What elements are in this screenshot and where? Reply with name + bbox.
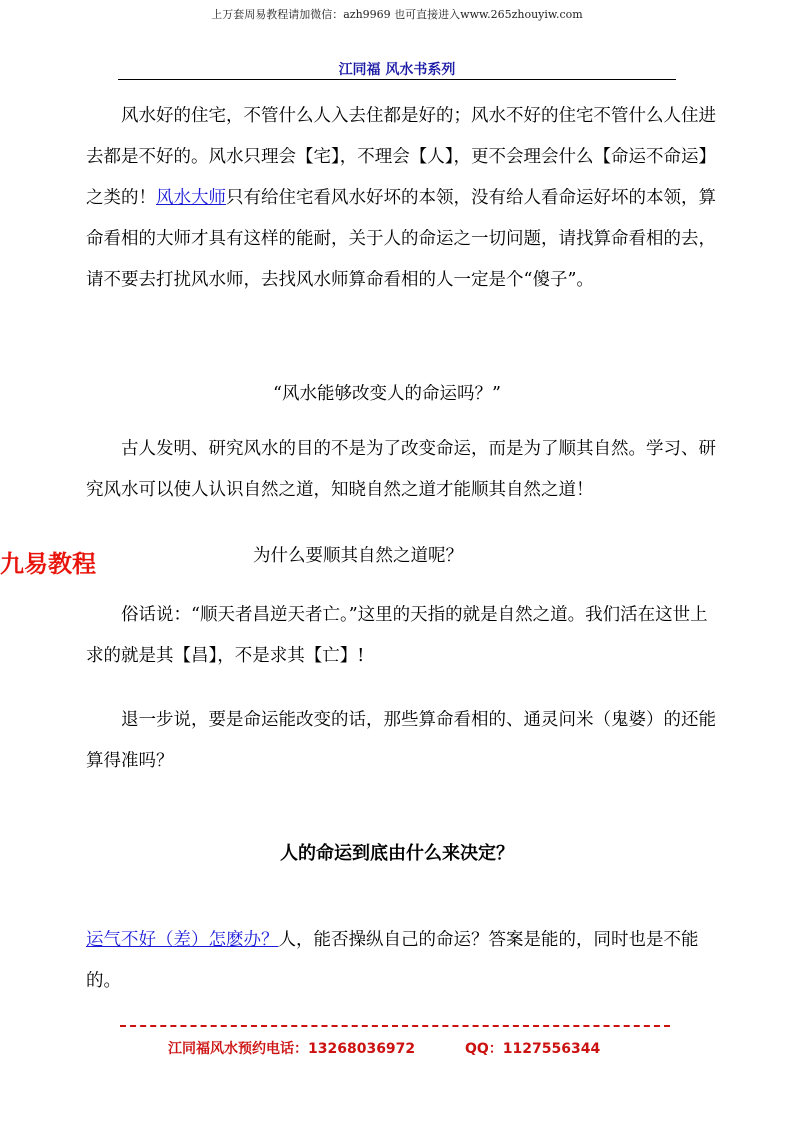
paragraph-3: 俗话说：“顺天者昌逆天者亡。”这里的天指的就是自然之道。我们活在这世上求的就是其【昌】，不是求其【亡】!: [86, 605, 708, 666]
footer-phone: 江同福风水预约电话：13268036972: [168, 1041, 416, 1057]
footer-qq: QQ：1127556344: [465, 1041, 601, 1057]
header-title: 江同福 风水书系列: [338, 62, 456, 78]
paragraph-5-text: 人，能否操纵自己的命运？答案是能的，同时也是不能的。: [86, 930, 699, 991]
question-heading-2: 为什么要顺其自然之道呢？: [253, 546, 463, 566]
paragraph-5: [86, 920, 720, 1002]
question-heading-1: “风水能够改变人的命运吗？”: [273, 384, 501, 404]
section-heading: 人的命运到底由什么来决定？: [280, 843, 514, 864]
footer-divider: [120, 1025, 670, 1027]
paragraph-4: 退一步说，要是命运能改变的话，那些算命看相的、通灵问米（鬼婆）的还能算得准吗？: [86, 710, 716, 771]
paragraph-1-text-b: 只有给住宅看风水好坏的本领，没有给人看命运好坏的本领，算命看相的大师才具有这样的能耐，关于人的命运之一切问题，请找算命看相的去，请不要去打扰风水师，去找风水师算命看相的人一定是个“傻子”。: [86, 188, 716, 290]
paragraph-2: 古人发明、研究风水的目的不是为了改变命运，而是为了顺其自然。学习、研究风水可以使人认识自然之道，知晓自然之道才能顺其自然之道！: [86, 439, 716, 500]
watermark-logo: 九易教程: [0, 550, 96, 578]
paragraph-1: [86, 96, 720, 301]
paragraph-1-text-a: 风水好的住宅，不管什么人入去住都是好的；风水不好的住宅不管什么人住进去都是不好的。风水只理会【宅】，不理会【人】，更不会理会什么【命运不命运】之类的！: [86, 106, 716, 208]
fengshui-master-link[interactable]: 风水大师: [156, 188, 226, 208]
bad-luck-link[interactable]: 运气不好（差）怎麽办？: [86, 930, 279, 950]
header-divider: [118, 79, 676, 80]
top-note: 上万套周易教程请加微信：azh9969 也可直接进入www.265zhouyiw.com: [211, 8, 583, 21]
